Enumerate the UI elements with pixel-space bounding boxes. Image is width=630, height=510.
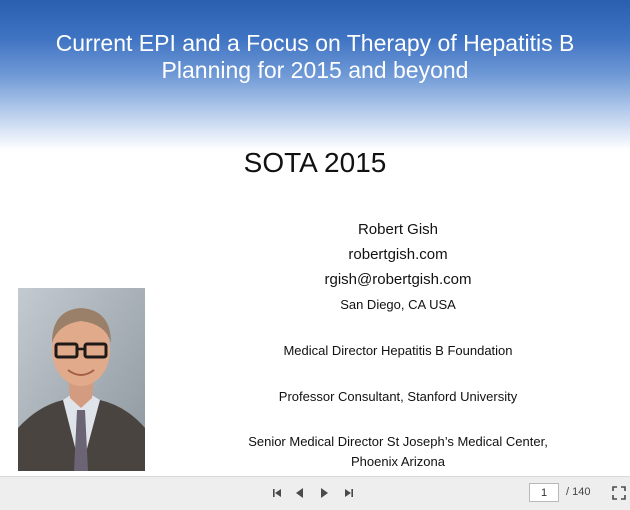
previous-page-icon[interactable]	[292, 485, 308, 501]
author-role-2: Professor Consultant, Stanford University	[278, 389, 518, 404]
page-number-input[interactable]	[529, 483, 559, 502]
viewer-toolbar	[0, 476, 630, 510]
next-page-icon[interactable]	[316, 485, 332, 501]
author-role-3-line-1: Senior Medical Director St Joseph’s Medical Center,	[248, 434, 548, 449]
author-role-3-line-2: Phoenix Arizona	[351, 454, 445, 469]
slide-subtitle: SOTA 2015	[243, 147, 387, 178]
author-photo	[18, 288, 145, 471]
author-name: Robert Gish	[357, 221, 439, 238]
slide-title	[0, 30, 630, 84]
page-total: / 140	[566, 486, 591, 498]
slide-title-line-1: Current EPI and a Focus on Therapy of Hepatitis B	[55, 30, 575, 56]
first-page-icon[interactable]	[269, 485, 285, 501]
slide-title-line-2: Planning for 2015 and beyond	[161, 57, 469, 83]
author-website: robertgish.com	[348, 246, 448, 263]
author-email: rgish@robertgish.com	[324, 271, 472, 288]
author-location: San Diego, CA USA	[340, 297, 456, 312]
fullscreen-icon[interactable]	[612, 486, 626, 500]
last-page-icon[interactable]	[341, 485, 357, 501]
author-role-1: Medical Director Hepatitis B Foundation	[283, 343, 513, 358]
